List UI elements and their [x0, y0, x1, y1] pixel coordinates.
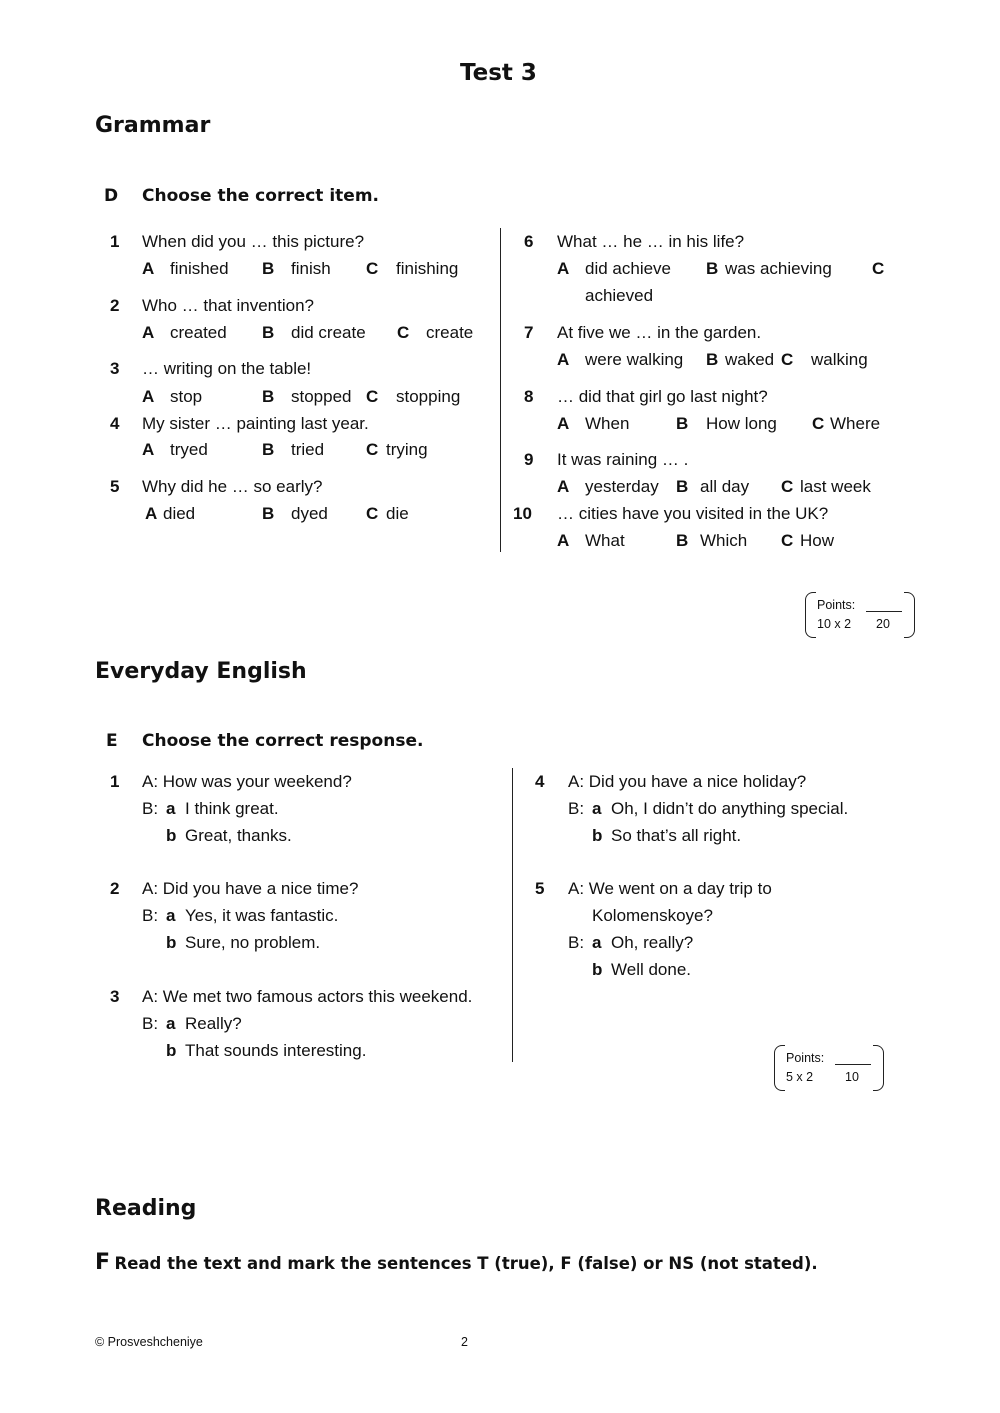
- question-number: 6: [524, 232, 534, 251]
- option-text[interactable]: stop: [170, 387, 203, 406]
- grammar-column-divider: [500, 228, 501, 552]
- option-text[interactable]: stopped: [291, 387, 352, 406]
- points-label: Points:: [786, 1051, 825, 1065]
- option-text[interactable]: finishing: [396, 259, 459, 278]
- option-letter: a: [592, 799, 602, 818]
- points-total: 10: [845, 1070, 859, 1084]
- option-letter: C: [872, 259, 885, 278]
- option-letter: C: [812, 414, 825, 433]
- option-text[interactable]: die: [386, 504, 409, 523]
- copyright: © Prosveshcheniye: [95, 1335, 203, 1349]
- option-letter: a: [166, 906, 176, 925]
- option-letter: B: [262, 387, 275, 406]
- bracket-left: [805, 592, 816, 638]
- everyday-column-divider: [512, 768, 513, 1062]
- question-number: 3: [110, 359, 120, 378]
- question-number: 7: [524, 323, 534, 342]
- option-letter: B: [262, 259, 275, 278]
- option-text[interactable]: Well done.: [611, 960, 692, 979]
- bracket-right: [904, 592, 915, 638]
- option-text[interactable]: tried: [291, 440, 325, 459]
- option-letter: B: [676, 477, 689, 496]
- option-letter: b: [166, 826, 177, 845]
- points-formula: 5 x 2: [786, 1070, 814, 1084]
- question-text: Who … that invention?: [142, 296, 314, 315]
- question-number: 2: [110, 296, 120, 315]
- line-b-prefix: B:: [568, 799, 585, 818]
- dialogue-number: 5: [535, 879, 545, 898]
- option-letter: C: [781, 477, 794, 496]
- option-letter: B: [262, 504, 275, 523]
- option-letter: a: [592, 933, 602, 952]
- option-text[interactable]: What: [585, 531, 625, 550]
- option-text[interactable]: last week: [800, 477, 871, 496]
- question-text: … did that girl go last night?: [557, 387, 768, 406]
- points-blank[interactable]: [835, 1064, 871, 1065]
- line-a-continued: Kolomenskoye?: [592, 906, 713, 925]
- bracket-right: [873, 1045, 884, 1091]
- option-text: achieved: [585, 286, 654, 305]
- dialogue-number: 2: [110, 879, 120, 898]
- question-number: 9: [524, 450, 534, 469]
- option-letter: A: [557, 414, 570, 433]
- option-text[interactable]: created: [170, 323, 227, 342]
- option-letter: b: [592, 826, 603, 845]
- option-letter: A: [557, 531, 570, 550]
- option-letter: a: [166, 1014, 176, 1033]
- question-text: Why did he … so early?: [142, 477, 323, 496]
- option-letter: B: [706, 350, 719, 369]
- question-number: 10: [513, 504, 532, 523]
- question-number: 8: [524, 387, 534, 406]
- option-letter: b: [592, 960, 603, 979]
- dialogue-number: 1: [110, 772, 120, 791]
- question-text: … writing on the table!: [142, 359, 312, 378]
- line-b-prefix: B:: [568, 933, 585, 952]
- option-text[interactable]: create: [426, 323, 474, 342]
- option-letter: C: [366, 259, 379, 278]
- option-letter: B: [262, 323, 275, 342]
- question-text: At five we … in the garden.: [557, 323, 762, 342]
- option-letter: b: [166, 1041, 177, 1060]
- question-text: When did you … this picture?: [142, 232, 365, 251]
- option-letter: A: [142, 440, 155, 459]
- option-letter: B: [706, 259, 719, 278]
- line-b-prefix: B:: [142, 1014, 159, 1033]
- option-text[interactable]: Where: [830, 414, 881, 433]
- option-text[interactable]: trying: [386, 440, 428, 459]
- option-text[interactable]: Really?: [185, 1014, 242, 1033]
- option-letter: A: [557, 259, 570, 278]
- option-text[interactable]: Sure, no problem.: [185, 933, 321, 952]
- option-text[interactable]: yesterday: [585, 477, 659, 496]
- question-number: 4: [110, 414, 120, 433]
- option-text[interactable]: Which: [700, 531, 748, 550]
- page-title: Test 3: [460, 60, 537, 86]
- line-a: A: Did you have a nice time?: [142, 879, 359, 898]
- dialogue-number: 4: [535, 772, 545, 791]
- dialogue-number: 3: [110, 987, 120, 1006]
- option-letter: B: [676, 531, 689, 550]
- option-letter: C: [366, 440, 379, 459]
- points-label: Points:: [817, 598, 856, 612]
- grammar-instruction: Choose the correct item.: [142, 186, 380, 206]
- option-text[interactable]: dyed: [291, 504, 328, 523]
- points-blank[interactable]: [866, 611, 902, 612]
- option-text[interactable]: stopping: [396, 387, 461, 406]
- option-text[interactable]: Yes, it was fantastic.: [185, 906, 339, 925]
- option-letter: b: [166, 933, 177, 952]
- option-text[interactable]: was achieving: [725, 259, 832, 278]
- option-text[interactable]: all day: [700, 477, 750, 496]
- option-text[interactable]: finished: [170, 259, 229, 278]
- everyday-instruction: Choose the correct response.: [142, 731, 424, 751]
- option-text[interactable]: That sounds interesting.: [185, 1041, 367, 1060]
- option-text[interactable]: How: [800, 531, 835, 550]
- option-text[interactable]: tryed: [170, 440, 208, 459]
- everyday-heading: Everyday English: [95, 659, 307, 684]
- option-text[interactable]: I think great.: [185, 799, 279, 818]
- line-a: A: We met two famous actors this weekend.: [142, 987, 473, 1006]
- option-text[interactable]: Great, thanks.: [185, 826, 292, 845]
- option-letter: C: [781, 531, 794, 550]
- question-text: It was raining … .: [557, 450, 689, 469]
- option-letter: B: [262, 440, 275, 459]
- option-letter: A: [557, 350, 570, 369]
- reading-task: [95, 1250, 818, 1275]
- points-formula: 10 x 2: [817, 617, 852, 631]
- line-b-prefix: B:: [142, 906, 159, 925]
- line-b-prefix: B:: [142, 799, 159, 818]
- option-text[interactable]: Oh, really?: [611, 933, 694, 952]
- option-letter: C: [397, 323, 410, 342]
- question-number: 5: [110, 477, 120, 496]
- question-number: 1: [110, 232, 120, 251]
- line-a: A: Did you have a nice holiday?: [568, 772, 807, 791]
- question-text: What … he … in his life?: [557, 232, 745, 251]
- option-letter: C: [366, 504, 379, 523]
- question-text: My sister … painting last year.: [142, 414, 369, 433]
- option-text[interactable]: Oh, I didn’t do anything special.: [611, 799, 849, 818]
- line-a: A: How was your weekend?: [142, 772, 352, 791]
- option-letter: A: [142, 323, 155, 342]
- option-text[interactable]: were walking: [585, 350, 684, 369]
- option-letter: C: [366, 387, 379, 406]
- reading-task-letter: F: [95, 1250, 111, 1275]
- grammar-heading: Grammar: [95, 113, 211, 138]
- option-letter: A: [145, 504, 158, 523]
- option-text[interactable]: did achieve: [585, 259, 672, 278]
- option-letter: A: [142, 387, 155, 406]
- option-letter: A: [557, 477, 570, 496]
- grammar-task-letter: D: [104, 186, 119, 206]
- reading-heading: Reading: [95, 1196, 197, 1221]
- line-a: A: We went on a day trip to: [568, 879, 772, 898]
- points-total: 20: [876, 617, 890, 631]
- grammar-points-box: [805, 592, 915, 636]
- option-text[interactable]: So that’s all right.: [611, 826, 742, 845]
- option-letter: a: [166, 799, 176, 818]
- option-text[interactable]: waked: [725, 350, 775, 369]
- question-text: … cities have you visited in the UK?: [557, 504, 829, 523]
- everyday-points-box: [774, 1045, 884, 1089]
- bracket-left: [774, 1045, 785, 1091]
- option-text[interactable]: How long: [706, 414, 777, 433]
- option-text[interactable]: did create: [291, 323, 366, 342]
- option-text[interactable]: died: [163, 504, 196, 523]
- option-letter: B: [676, 414, 689, 433]
- everyday-task-letter: E: [106, 731, 118, 751]
- option-letter: A: [142, 259, 155, 278]
- option-text[interactable]: walking: [811, 350, 868, 369]
- option-text[interactable]: finish: [291, 259, 331, 278]
- option-text[interactable]: When: [585, 414, 630, 433]
- page-number: 2: [461, 1335, 468, 1349]
- reading-instruction: Read the text and mark the sentences T (true), F (false) or NS (not stated).: [114, 1254, 818, 1273]
- option-letter: C: [781, 350, 794, 369]
